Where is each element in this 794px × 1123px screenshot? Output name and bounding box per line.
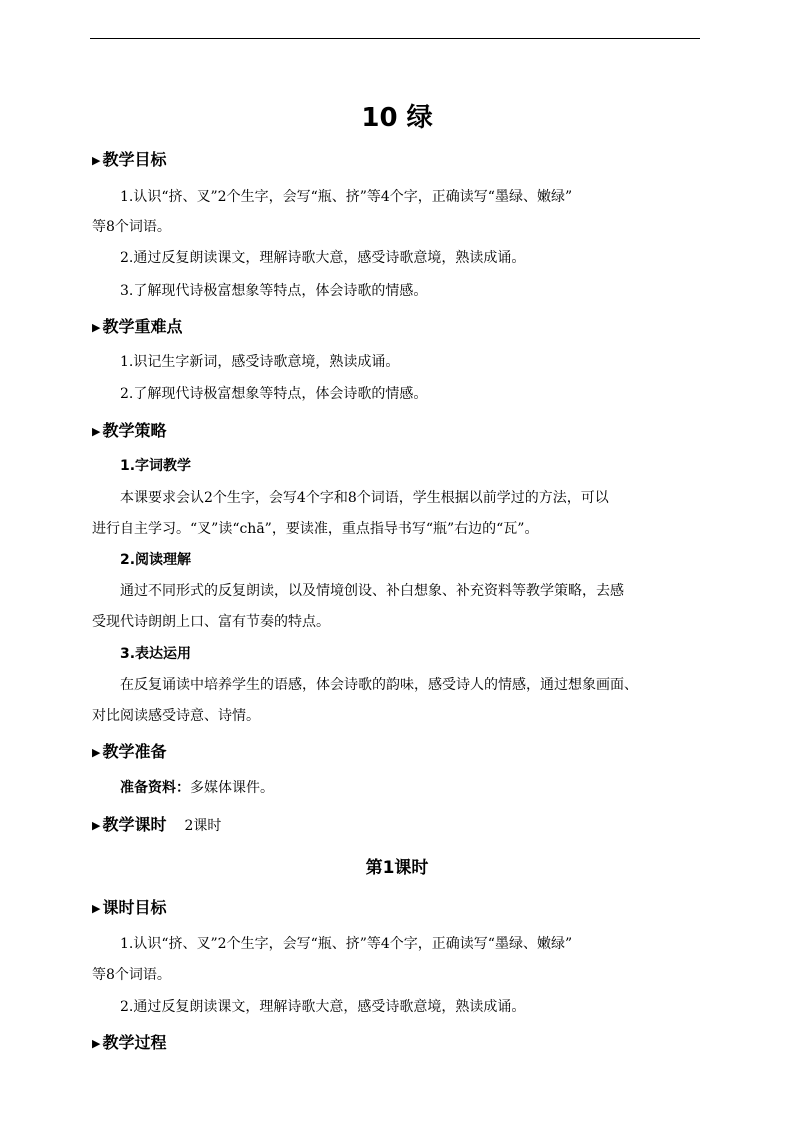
prep-value: 多媒体课件。	[190, 780, 274, 796]
strategy-sub-heading-2: 2.阅读理解	[120, 552, 192, 568]
key-point-line-2: 2.了解现代诗极富想象等特点，体会诗歌的情感。	[120, 386, 428, 402]
triangle-bullet-icon: ▶	[92, 425, 101, 438]
section-heading-process: ▶ 教学过程	[92, 1031, 166, 1056]
section-heading-lesson-goals: ▶ 课时目标	[92, 896, 166, 921]
strategy-2-line-2: 受现代诗朗朗上口、富有节奏的特点。	[92, 614, 330, 630]
strategy-3-line-1: 在反复诵读中培养学生的语感，体会诗歌的韵味，感受诗人的情感，通过想象画面、	[120, 677, 638, 693]
section-heading-goals: ▶ 教学目标	[92, 148, 166, 173]
hours-value: 2课时	[184, 818, 222, 834]
strategy-2-line-1: 通过不同形式的反复朗读，以及情境创设、补白想象、补充资料等教学策略，去感	[120, 583, 624, 599]
lesson-goal-line-1-cont: 等8个词语。	[92, 967, 171, 983]
section-heading-hours: ▶ 教学课时 2课时	[92, 813, 221, 838]
goal-line-2: 2.通过反复朗读课文，理解诗歌大意，感受诗歌意境，熟读成诵。	[120, 250, 526, 266]
triangle-bullet-icon: ▶	[92, 154, 101, 167]
lesson-goal-line-2: 2.通过反复朗读课文，理解诗歌大意，感受诗歌意境，熟读成诵。	[120, 999, 526, 1015]
lesson-title: 第1课时	[365, 858, 429, 878]
lesson-goal-line-1: 1.认识“挤、叉”2个生字，会写“瓶、挤”等4个字，正确读写“墨绿、嫩绿”	[120, 936, 573, 952]
goal-line-1: 1.认识“挤、叉”2个生字，会写“瓶、挤”等4个字，正确读写“墨绿、嫩绿”	[120, 189, 573, 205]
triangle-bullet-icon: ▶	[92, 321, 101, 334]
strategy-1-line-2: 进行自主学习。“叉”读“chā”，要读准，重点指导书写“瓶”右边的“瓦”。	[92, 521, 539, 537]
goal-line-1-cont: 等8个词语。	[92, 219, 171, 235]
strategy-sub-heading-1: 1.字词教学	[120, 458, 192, 474]
strategy-sub-heading-3: 3.表达运用	[120, 646, 192, 662]
triangle-bullet-icon: ▶	[92, 1037, 101, 1050]
goal-line-3: 3.了解现代诗极富想象等特点，体会诗歌的情感。	[120, 283, 428, 299]
section-heading-key-points: ▶ 教学重难点	[92, 315, 182, 340]
strategy-1-line-1: 本课要求会认2个生字，会写4个字和8个词语，学生根据以前学过的方法，可以	[120, 490, 609, 506]
section-heading-prep: ▶ 教学准备	[92, 740, 166, 765]
page-title: 10 绿	[361, 103, 433, 133]
triangle-bullet-icon: ▶	[92, 902, 101, 915]
prep-line	[120, 777, 274, 799]
prep-label: 准备资料：	[120, 780, 190, 796]
header-rule	[90, 38, 700, 39]
section-heading-strategy: ▶ 教学策略	[92, 419, 166, 444]
triangle-bullet-icon: ▶	[92, 746, 101, 759]
key-point-line-1: 1.识记生字新词，感受诗歌意境，熟读成诵。	[120, 354, 400, 370]
triangle-bullet-icon: ▶	[92, 819, 101, 832]
strategy-3-line-2: 对比阅读感受诗意、诗情。	[92, 708, 260, 724]
